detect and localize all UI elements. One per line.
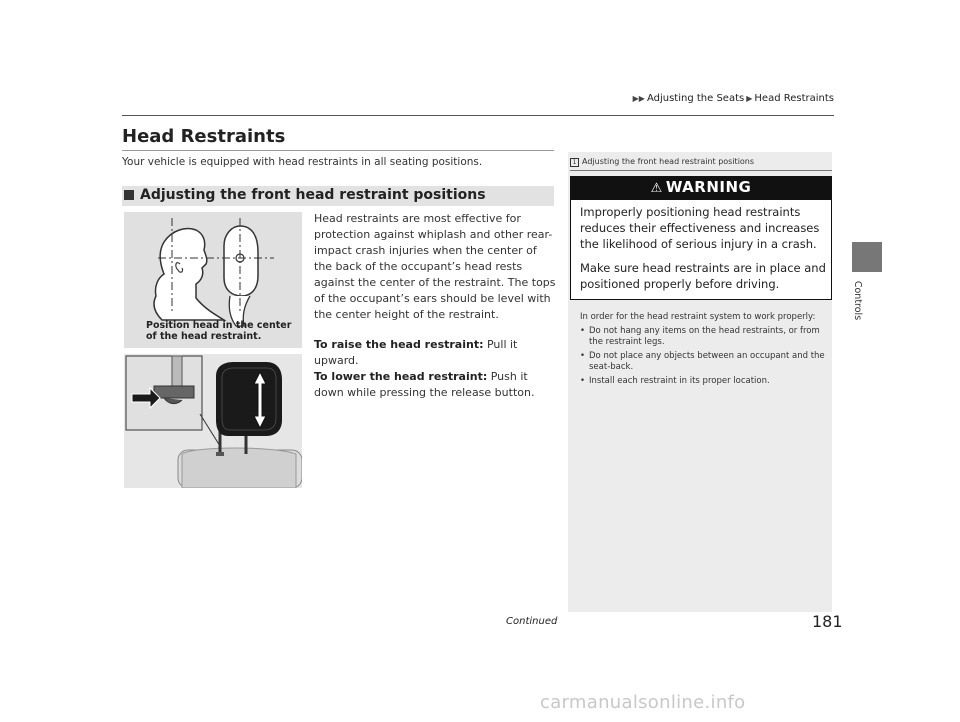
warning-label: ⚠ WARNING: [650, 178, 752, 196]
watermark: carmanualsonline.info: [540, 692, 746, 713]
warning-text-2: Make sure head restraints are in place and positioned properly before driving.: [580, 261, 826, 291]
sidebar-header: 1 Adjusting the front head restraint positions: [570, 157, 754, 167]
headrest-adjust-illustration: [124, 354, 302, 488]
page-title: Head Restraints: [122, 126, 286, 147]
title-rule: [122, 150, 554, 151]
body-paragraph: Head restraints are most effective for protection against whiplash and other rear-impact crash injuries when the center of the back of the occupant’s head rests against the center of the restraint. The tops of the occupant’s ears should be level with the center height of the restraint.: [314, 212, 556, 321]
raise-instruction: To raise the head restraint: Pull it upward.: [314, 338, 518, 367]
section-heading: Adjusting the front head restraint positions: [140, 187, 486, 203]
sidebar-intro: In order for the head restraint system to work properly:: [580, 312, 816, 322]
page-number: 181: [812, 612, 843, 631]
continued-label: Continued: [506, 616, 558, 627]
figure-caption: Position head in the center of the head restraint.: [146, 320, 292, 342]
list-item: • Do not hang any items on the head restraints, or from the restraint legs.: [580, 326, 825, 349]
body-text: [314, 211, 556, 401]
list-item: • Do not place any objects between an occupant and the seat-back.: [580, 351, 825, 374]
list-item: • Install each restraint in its proper location.: [580, 376, 825, 388]
warning-triangle-icon: ⚠: [650, 181, 663, 196]
intro-text: Your vehicle is equipped with head restraints in all seating positions.: [122, 156, 483, 168]
lower-instruction: To lower the head restraint: Push it down while pressing the release button.: [314, 370, 535, 399]
warning-text-1: Improperly positioning head restraints reduces their effectiveness and increases the likelihood of serious injury in a crash.: [580, 205, 820, 251]
triangle-right-icon: ▶▶: [632, 94, 645, 103]
breadcrumb: [462, 93, 834, 104]
note-marker-icon: 1: [570, 158, 579, 167]
breadcrumb-head-restraints[interactable]: Head Restraints: [754, 93, 834, 104]
raise-lower-figure: [124, 354, 302, 488]
section-tab-label: Controls: [852, 280, 864, 321]
breadcrumb-seats[interactable]: Adjusting the Seats: [646, 93, 745, 104]
section-tab[interactable]: [852, 242, 882, 272]
sidebar-rule: [570, 170, 832, 171]
square-icon: [124, 190, 134, 200]
sidebar-bullet-list: [580, 326, 825, 388]
header-rule: [122, 115, 834, 116]
triangle-right-icon: ▶: [746, 94, 753, 103]
sidebar-notes: [580, 312, 825, 389]
